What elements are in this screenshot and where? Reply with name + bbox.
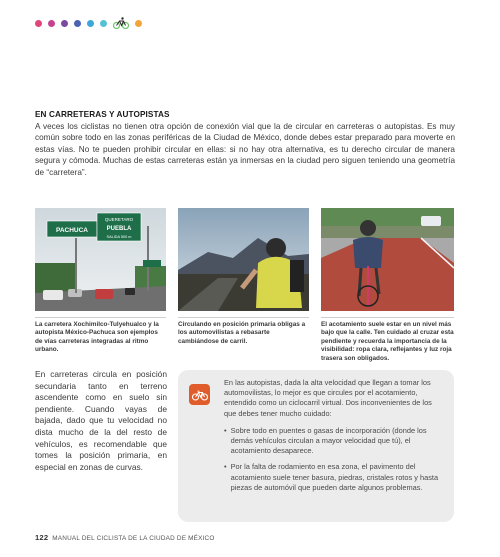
photo-cyclist-primary-position [178,208,309,311]
caption-divider [321,317,454,318]
list-item-text: Por la falta de rodamiento en esa zona, el pavimento del acotamiento suele tener basura, piedras, cristales rotos y hasta piezas de automóvil que pueden darte algunos problemas. [230,462,439,492]
photo-cyclist-shoulder [321,208,454,311]
caption-photo-1: La carretera Xochimilco-Tulyehualco y la autopista México-Pachuca son ejemplos de vías carreteras integradas al ritmo urbano. [35,321,159,354]
list-item [224,462,444,493]
info-box [178,370,454,522]
nav-dot [74,20,81,27]
nav-dot [48,20,55,27]
caption-photo-3: El acotamiento suele estar en un nivel más bajo que la calle. Ten cuidado al cruzar esta pendiente y recuerda la importancia de la visibilidad: ropa clara, reflejantes y luz roja trasera son obligados. [321,321,454,362]
list-item [224,426,444,457]
left-column-paragraph: En carreteras circula en posición secundaria tanto en terreno ascendente como en suelo sin pendiente. Cuando vayas de bajada, dado que tu velocidad no dista mucho de la del resto de vehículos, es recomendable que tomes la posición primaria, en especial en zonas de curvas. [35,369,167,472]
bullet-marker: • [224,425,227,435]
page-number: 122 [35,533,49,542]
info-box-intro: En las autopistas, dada la alta velocidad que llegan a tomar los automovilistas, lo mejor es que circules por el acotamiento, entendido como un ciclocarril virtual. Dos inconvenientes de los que debes tener mucho cuidado: [224,378,432,418]
sign-pachuca: PACHUCA [55,227,89,234]
bicycle-icon [113,17,129,29]
nav-dot [100,20,107,27]
caption-divider [35,317,166,318]
nav-dot [35,20,42,27]
bullet-marker: • [224,462,227,472]
color-dots-nav [35,17,142,29]
footer-title: MANUAL DEL CICLISTA DE LA CIUDAD DE MÉXICO [52,535,215,542]
caption-photo-2: Circulando en posición primaria obligas a los automovilistas a rebasarte cambiándose de carril. [178,321,306,345]
sign-queretaro: QUERETARO [104,217,134,222]
nav-dot [135,20,142,27]
photo-highway-signs [35,208,166,311]
sign-puebla: PUEBLA [106,226,132,232]
nav-dot [87,20,94,27]
caption-divider [178,317,309,318]
bicycle-icon [189,384,210,405]
list-item-text: Sobre todo en puentes o gasas de incorporación (donde los demás vehículos circulan a mayor velocidad que tú), el acotamiento desaparece. [230,425,427,456]
page-footer [35,533,215,542]
info-box-text [224,378,444,499]
sign-salida: SALIDA 500 m [106,235,132,239]
nav-dot [61,20,68,27]
intro-paragraph: A veces los ciclistas no tienen otra opción de conexión vial que la de circular en carreteras o autopistas. Es muy común sobre todo en las zonas periféricas de la Ciudad de México, donde debes estar preparado para moverte en estas vías. No te pueden prohibir circular en ellas: si no hay otra alternativa, es tu derecho circular de manera segura y cómoda. Muchas de estas carreteras están ya inmersas en la ciudad pero siguen teniendo una geometría de “carretera”. [35,122,455,177]
section-title: EN CARRETERAS Y AUTOPISTAS [35,110,170,119]
